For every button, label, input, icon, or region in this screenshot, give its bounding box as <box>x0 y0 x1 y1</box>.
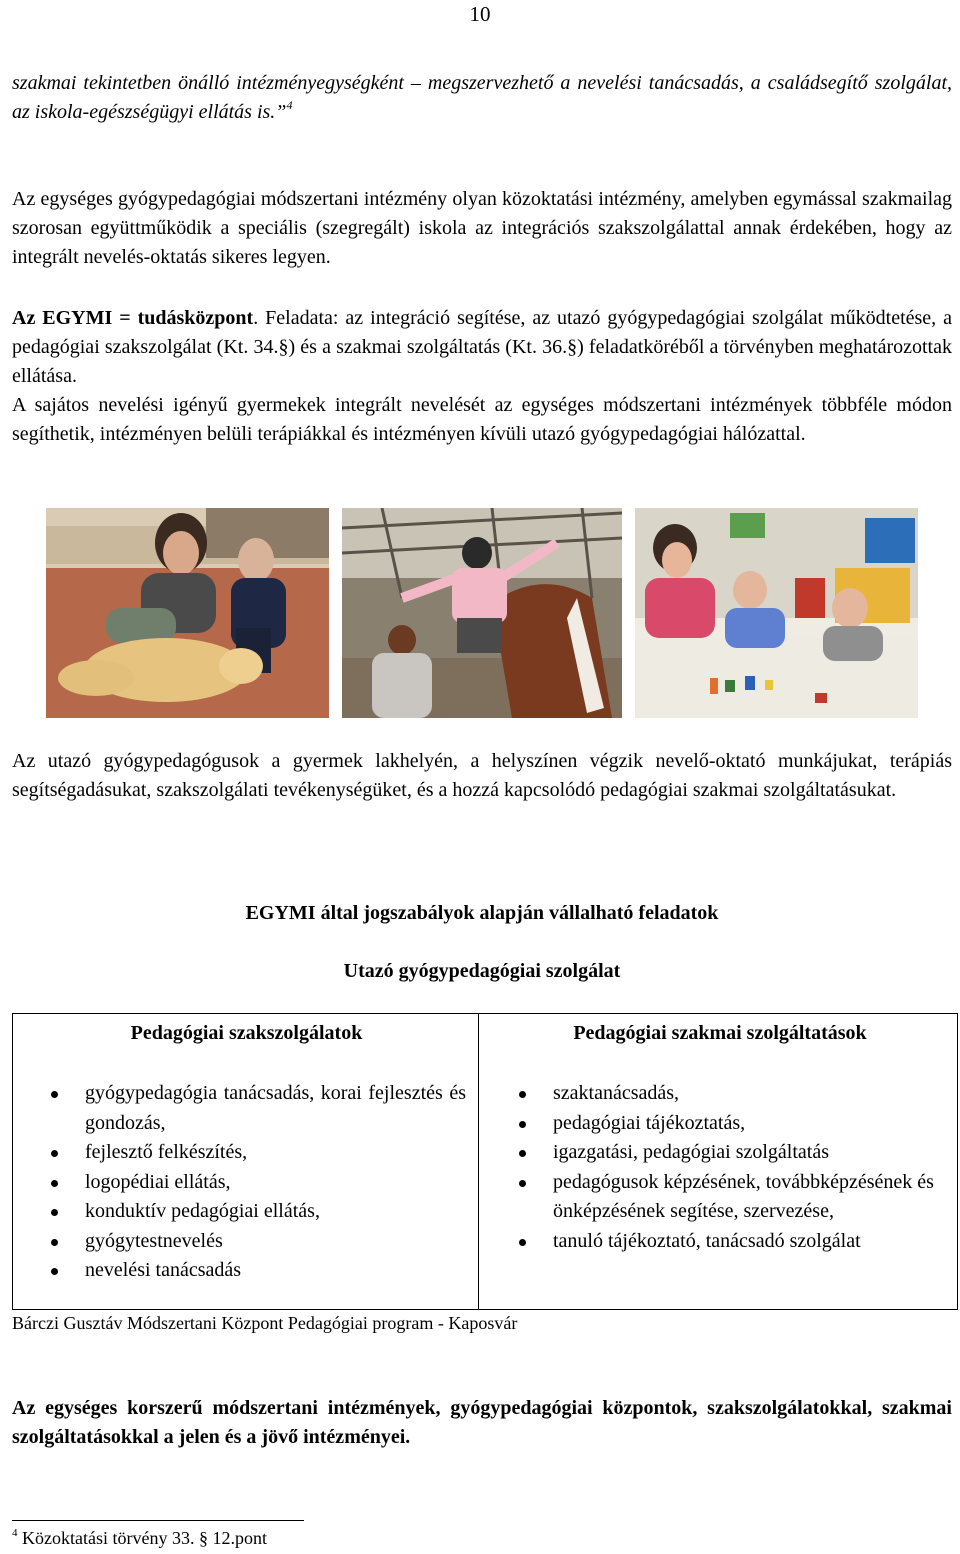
left-services-list <box>27 1079 466 1286</box>
list-item: konduktív pedagógiai ellátás, <box>27 1197 466 1227</box>
list-item: logopédiai ellátás, <box>27 1168 466 1198</box>
bullet-icon <box>519 1121 526 1128</box>
right-services-list <box>495 1079 945 1256</box>
list-item: pedagógiai tájékoztatás, <box>495 1109 945 1139</box>
section-heading-traveling-service: Utazó gyógypedagógiai szolgálat <box>343 960 621 982</box>
bullet-icon <box>519 1180 526 1187</box>
paragraph-egymi-tasks <box>12 304 952 391</box>
bullet-icon <box>519 1091 526 1098</box>
section-heading-egymi-tasks: EGYMI által jogszabályok alapján vállalható feladatok <box>245 902 719 924</box>
footnote <box>12 1528 267 1549</box>
paragraph-traveling-teachers: Az utazó gyógypedagógusok a gyermek lakhelyén, a helyszínen végzik nevelő-oktató munkájukat, terápiás segítségadásukat, szakszolgálati tevékenységüket, és a hozzá kapcsolódó pedagógiai szakmai szolgáltatásukat. <box>12 750 952 801</box>
list-item: fejlesztő felkészítés, <box>27 1138 466 1168</box>
photo-horse-therapy <box>342 508 622 718</box>
paragraph-integration: A sajátos nevelési igényű gyermekek integrált nevelését az egységes módszertani intézmények többféle módon segíthetik, intézményen belüli terápiákkal és intézményen kívüli utazó gyógypedagógiai hálózattal. <box>12 394 952 445</box>
footnote-text: Közoktatási törvény 33. § 12.pont <box>22 1528 267 1548</box>
bullet-icon <box>51 1239 58 1246</box>
conclusion-paragraph: Az egységes korszerű módszertani intézmények, gyógypedagógiai központok, szakszolgálatokkal, szakmai szolgáltatásokkal a jelen és a jövő intézményei. <box>12 1397 952 1448</box>
bullet-icon <box>51 1209 58 1216</box>
list-item: tanuló tájékoztató, tanácsadó szolgálat <box>495 1227 945 1257</box>
bullet-icon <box>51 1180 58 1187</box>
services-table <box>12 1013 958 1310</box>
right-column-title: Pedagógiai szakmai szolgáltatások <box>573 1022 867 1044</box>
bullet-icon <box>519 1150 526 1157</box>
footnote-reference: 4 <box>286 98 293 112</box>
bullet-icon <box>519 1239 526 1246</box>
photo-classroom-therapy <box>635 508 918 718</box>
services-column-right <box>479 1014 957 1309</box>
intro-text: szakmai tekintetben önálló intézményegységként – megszervezhető a nevelési tanácsadás, a családsegítő szolgálat, az iskola-egészségügyi ellátás is.” <box>12 72 952 123</box>
list-item: igazgatási, pedagógiai szolgáltatás <box>495 1138 945 1168</box>
egymi-knowledge-center: Az EGYMI = tudásközpont <box>12 307 254 329</box>
photo-dog-therapy <box>46 508 329 718</box>
egymi-tasks-text: . Feladata: az integráció segítése, az utazó gyógypedagógiai szolgálat működtetése, a pedagógiai szakszolgálat (Kt. 34.§) és a szakmai szolgáltatás (Kt. 36.§) feladatköréből a törvényben meghatározottak ellátása. <box>12 307 952 387</box>
list-item: szaktanácsadás, <box>495 1079 945 1109</box>
left-column-title: Pedagógiai szakszolgálatok <box>130 1022 363 1044</box>
footnote-divider <box>12 1520 304 1521</box>
services-column-left <box>13 1014 479 1309</box>
list-item: gyógypedagógia tanácsadás, korai fejlesztés és gondozás, <box>27 1079 466 1138</box>
intro-paragraph <box>12 69 952 127</box>
list-item: pedagógusok képzésének, továbbképzésének és önképzésének segítése, szervezése, <box>495 1168 945 1227</box>
page-number: 10 <box>469 2 491 26</box>
bullet-icon <box>51 1150 58 1157</box>
list-item: nevelési tanácsadás <box>27 1256 466 1286</box>
bullet-icon <box>51 1268 58 1275</box>
list-item: gyógytestnevelés <box>27 1227 466 1257</box>
paragraph-egymi-definition: Az egységes gyógypedagógiai módszertani intézmény olyan közoktatási intézmény, amelyben egymással szakmailag szorosan együttműködik a speciális (szegregált) iskola az integrációs szakszolgálattal annak érdekében, hogy az integrált nevelés-oktatás sikeres legyen. <box>12 188 952 268</box>
footnote-number: 4 <box>12 1527 18 1539</box>
bullet-icon <box>51 1091 58 1098</box>
table-source-caption: Bárczi Gusztáv Módszertani Központ Pedagógiai program - Kaposvár <box>12 1313 518 1333</box>
